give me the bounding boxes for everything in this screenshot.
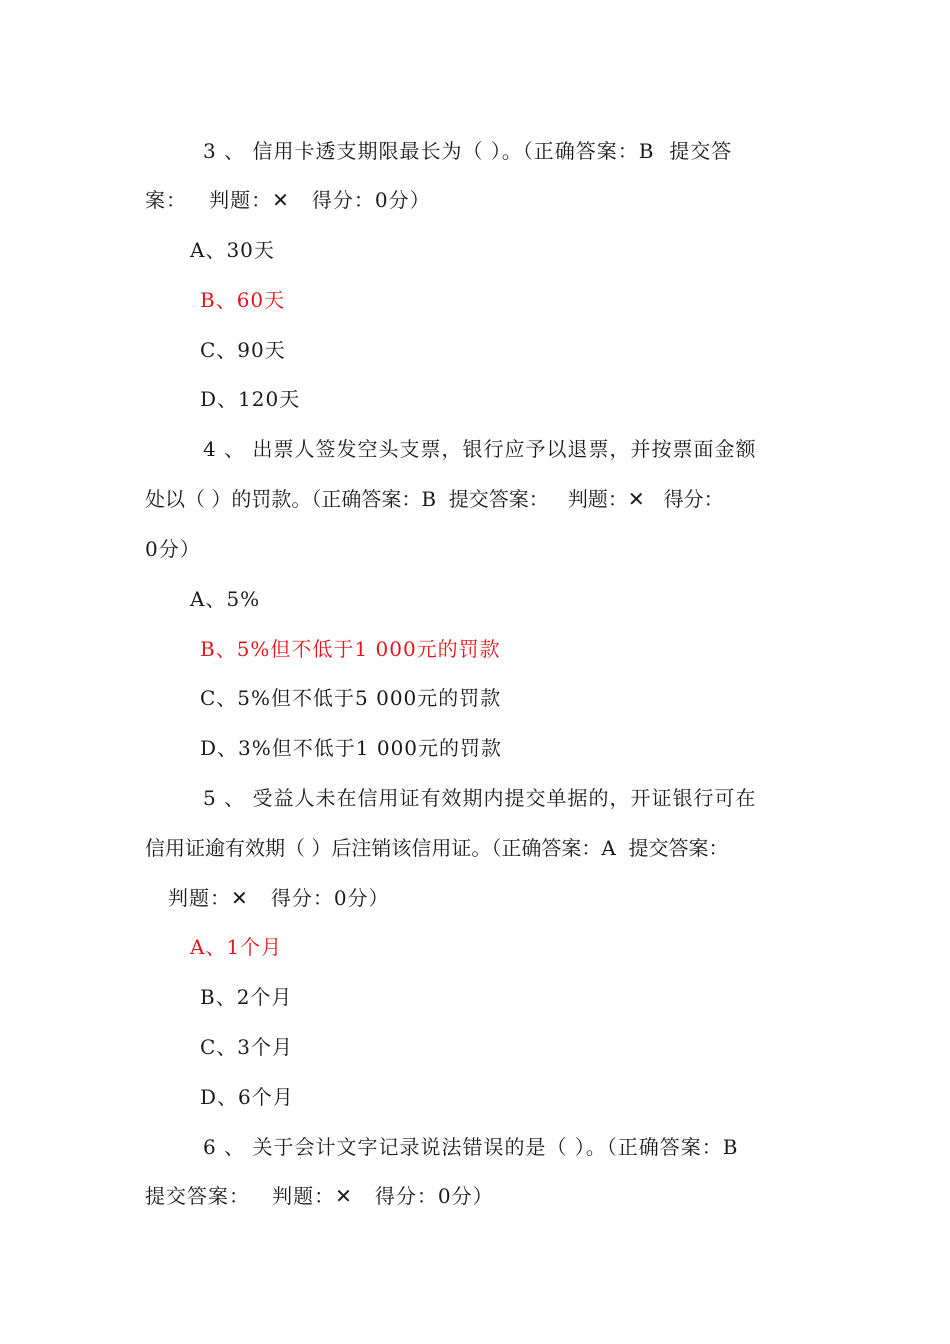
question-4-option-a: A、5% [190,587,261,611]
question-3-option-d: D、120天 [200,387,301,411]
question-5-stem-line-2: 信用证逾有效期（ ）后注销该信用证。（正确答案：A 提交答案： [145,836,729,860]
question-5-stem-line-3: 判题：✕ 得分：0分） [168,886,390,910]
question-5-stem-line-1: 5 、 受益人未在信用证有效期内提交单据的，开证银行可在 [203,786,757,810]
question-5-option-d: D、6个月 [200,1085,294,1109]
question-4-stem-line-2: 处以（ ）的罚款。（正确答案：B 提交答案： 判题：✕ 得分： [145,487,724,511]
question-4-stem-line-1: 4 、 出票人签发空头支票，银行应予以退票，并按票面金额 [203,437,757,461]
question-3-option-c: C、90天 [200,338,286,362]
question-4-option-b-correct: B、5%但不低于1 000元的罚款 [200,637,501,661]
question-3-stem-line-1: 3 、 信用卡透支期限最长为（ ）。（正确答案：B 提交答 [203,139,733,163]
question-3-option-b-correct: B、60天 [200,288,286,312]
question-6-stem-line-1: 6 、 关于会计文字记录说法错误的是（ ）。（正确答案：B [203,1135,739,1159]
question-4-option-c: C、5%但不低于5 000元的罚款 [200,686,502,710]
question-5-option-c: C、3个月 [200,1035,294,1059]
question-4-stem-line-3: 0分） [145,537,201,561]
question-4-option-d: D、3%但不低于1 000元的罚款 [200,736,503,760]
question-5-option-b: B、2个月 [200,985,293,1009]
question-3-option-a: A、30天 [190,238,275,262]
question-5-option-a-correct: A、1个月 [190,935,283,959]
question-6-stem-line-2: 提交答案： 判题：✕ 得分：0分） [145,1184,494,1208]
question-3-stem-line-2: 案： 判题：✕ 得分：0分） [145,188,431,212]
